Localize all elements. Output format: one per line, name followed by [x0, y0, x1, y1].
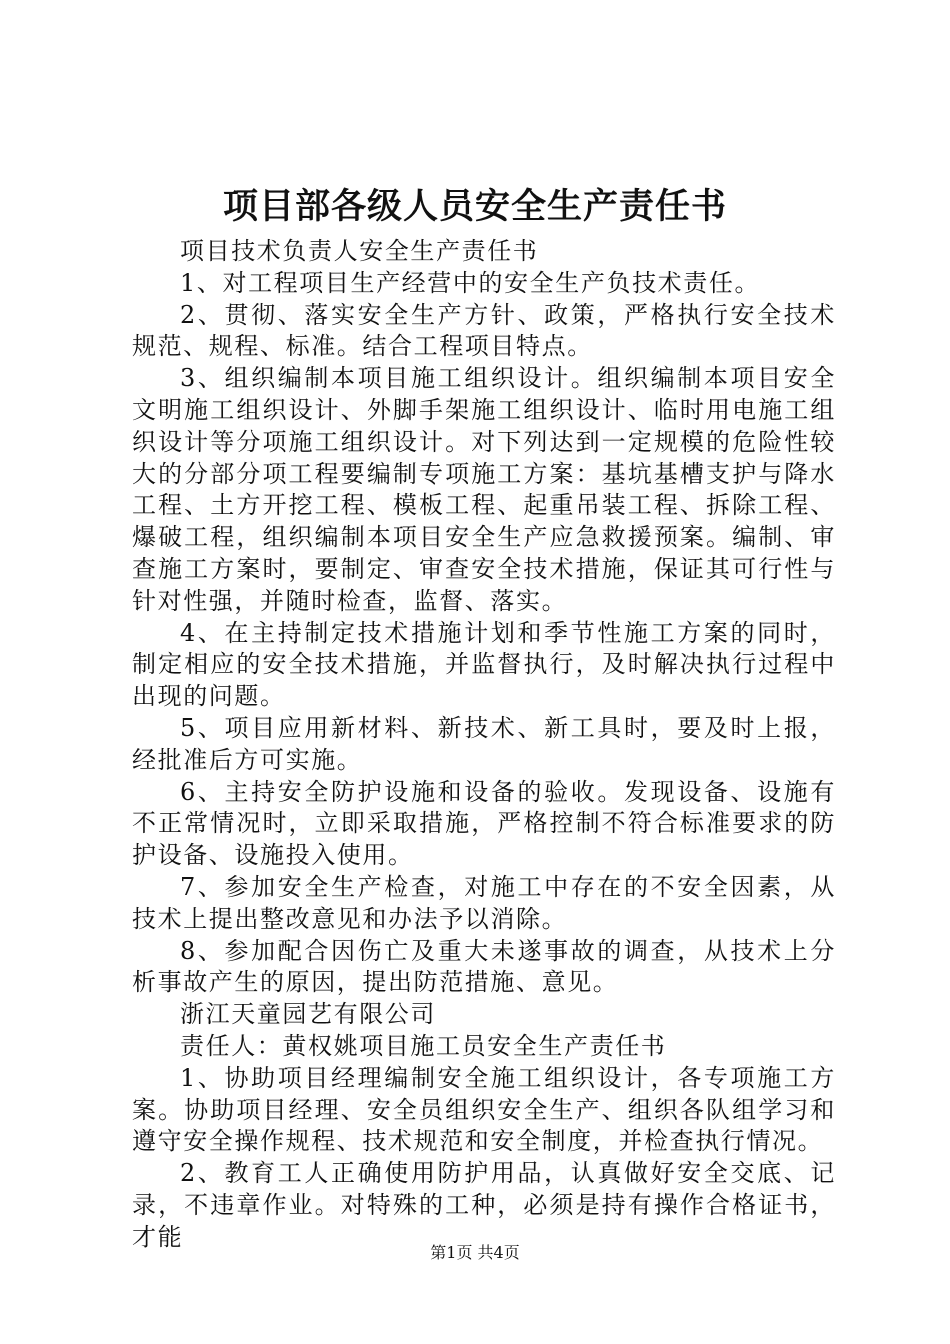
- page-number-footer: 第1页 共4页: [430, 1243, 520, 1262]
- paragraph-item-1b: 1、协助项目经理编制安全施工组织设计，各专项施工方案。协助项目经理、安全员组织安全生产、组织各队组学习和遵守安全操作规程、技术规范和安全制度，并检查执行情况。: [132, 1063, 836, 1156]
- paragraph-item-1: 1、对工程项目生产经营中的安全生产负技术责任。: [180, 268, 761, 297]
- paragraph-item-5: 5、项目应用新材料、新技术、新工具时，要及时上报，经批准后方可实施。: [132, 713, 836, 774]
- paragraph-section-heading: 项目技术负责人安全生产责任书: [180, 237, 539, 265]
- paragraph-responsible-person: 责任人：黄权姚项目施工员安全生产责任书: [180, 1031, 667, 1060]
- paragraph-item-3: 3、组织编制本项目施工组织设计。组织编制本项目安全文明施工组织设计、外脚手架施工组织设计、临时用电施工组织设计等分项施工组织设计。对下列达到一定规模的危险性较大的分部分项工程要编制专项施工方案：基坑基槽支护与降水工程、土方开挖工程、模板工程、起重吊装工程、拆除工程、爆破工程，组织编制本项目安全生产应急救援预案。编制、审查施工方案时，要制定、审查安全技术措施，保证其可行性与针对性强，并随时检查，监督、落实。: [132, 364, 836, 615]
- paragraph-item-8: 8、参加配合因伤亡及重大未遂事故的调查，从技术上分析事故产生的原因，提出防范措施、意见。: [132, 936, 836, 997]
- paragraph-item-2b: 2、教育工人正确使用防护用品，认真做好安全交底、记录，不违章作业。对特殊的工种，必须是持有操作合格证书，才能: [132, 1159, 836, 1251]
- paragraph-item-7: 7、参加安全生产检查，对施工中存在的不安全因素，从技术上提出整改意见和办法予以消除。: [132, 872, 836, 933]
- paragraph-item-2: 2、贯彻、落实安全生产方针、政策，严格执行安全技术规范、规程、标准。结合工程项目特点。: [132, 300, 836, 361]
- document-body: [132, 236, 836, 1254]
- document-title: 项目部各级人员安全生产责任书: [222, 187, 727, 227]
- paragraph-item-6: 6、主持安全防护设施和设备的验收。发现设备、设施有不正常情况时，立即采取措施，严格控制不符合标准要求的防护设备、设施投入使用。: [132, 777, 836, 870]
- paragraph-item-4: 4、在主持制定技术措施计划和季节性施工方案的同时，制定相应的安全技术措施，并监督执行，及时解决执行过程中出现的问题。: [132, 618, 836, 711]
- paragraph-company: 浙江天童园艺有限公司: [180, 1000, 436, 1029]
